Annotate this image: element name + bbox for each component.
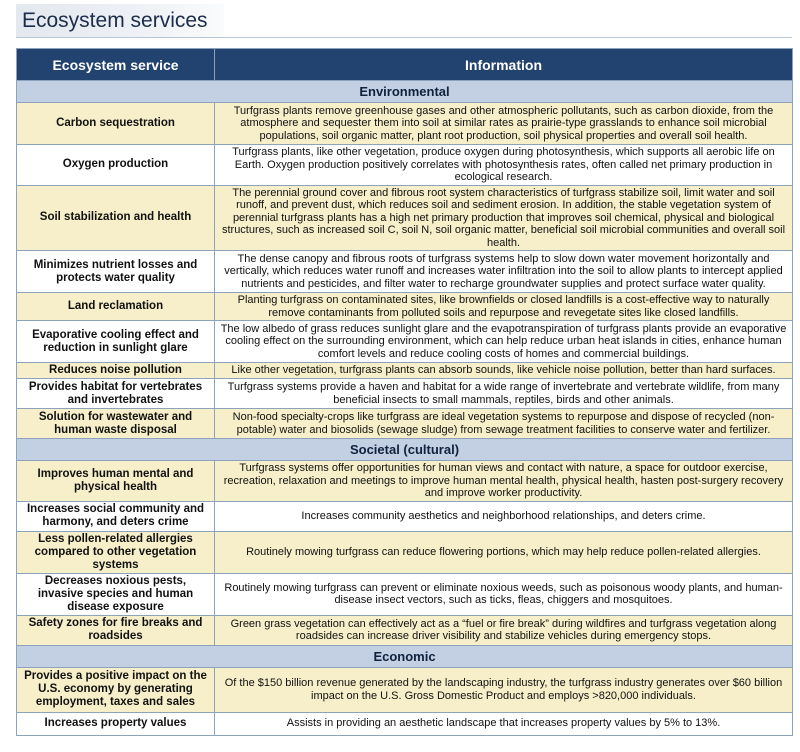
service-name-cell: Less pollen-related allergies compared to other vegetation systems	[17, 531, 215, 573]
table-row	[17, 409, 793, 439]
service-info-cell: Routinely mowing turfgrass can prevent or eliminate noxious weeds, such as poisonous woody plants, and human-disease insect vectors, such as ticks, fleas, chiggers and mosquitoes.	[215, 573, 793, 615]
section-heading: Societal (cultural)	[17, 439, 793, 461]
table-row	[17, 573, 793, 615]
table-row	[17, 363, 793, 379]
service-info-cell: Green grass vegetation can effectively act as a “fuel or fire break” during wildfires and turfgrass vegetation along roadsides can increase driver visibility and stabilize vehicles during emergency stops.	[215, 615, 793, 645]
section-row	[17, 645, 793, 667]
table-row	[17, 712, 793, 735]
service-info-cell: Non-food specialty-crops like turfgrass are ideal vegetation systems to repurpose and dispose of recycled (non-potable) water and biosolids (sewage sludge) from sewage treatment facilities to conserve water and fertilizer.	[215, 409, 793, 439]
service-info-cell: Turfgrass systems offer opportunities for human views and contact with nature, a space for outdoor exercise, recreation, relaxation and meetings to improve human mental health, physical health, hasten post-surgery recovery and improve worker productivity.	[215, 461, 793, 502]
title-divider	[16, 37, 792, 38]
service-name-cell: Provides a positive impact on the U.S. economy by generating employment, taxes and sales	[17, 667, 215, 712]
service-info-cell: Increases community aesthetics and neighborhood relationships, and deters crime.	[215, 501, 793, 531]
table-row	[17, 615, 793, 645]
service-name-cell: Increases property values	[17, 712, 215, 735]
table-row	[17, 321, 793, 363]
table-row	[17, 185, 793, 251]
section-heading: Environmental	[17, 81, 793, 103]
service-name-cell: Evaporative cooling effect and reduction in sunlight glare	[17, 321, 215, 363]
service-info-cell: The dense canopy and fibrous roots of turfgrass systems help to slow down water movement horizontally and vertically, which reduces water runoff and increases water infiltration into the soil to allow plants to intercept applied nutrients and pesticides, and filter water to recharge groundwater supplies and protect surface water quality.	[215, 251, 793, 293]
service-info-cell: Planting turfgrass on contaminated sites, like brownfields or closed landfills is a cost-effective way to naturally remove contaminants from polluted soils and repurpose and revegetate sites like closed landfills.	[215, 293, 793, 321]
service-name-cell: Safety zones for fire breaks and roadsides	[17, 615, 215, 645]
table-row	[17, 667, 793, 712]
service-info-cell: Turfgrass plants remove greenhouse gases and other atmospheric pollutants, such as carbon dioxide, from the atmosphere and sequester them into soil at similar rates as prairie-type grasslands to enhance soil microbial populations, soil organic matter, plant root production, soil physical properties and overall soil health.	[215, 103, 793, 145]
column-header-service: Ecosystem service	[17, 49, 215, 81]
service-info-cell: Like other vegetation, turfgrass plants can absorb sounds, like vehicle noise pollution, better than hard surfaces.	[215, 363, 793, 379]
table-row	[17, 103, 793, 145]
service-name-cell: Decreases noxious pests, invasive species and human disease exposure	[17, 573, 215, 615]
table-row	[17, 501, 793, 531]
service-info-cell: Assists in providing an aesthetic landscape that increases property values by 5% to 13%.	[215, 712, 793, 735]
service-info-cell: Of the $150 billion revenue generated by the landscaping industry, the turfgrass industry generates over $60 billion impact on the U.S. Gross Domestic Product and employs >820,000 individuals.	[215, 667, 793, 712]
service-info-cell: The perennial ground cover and fibrous root system characteristics of turfgrass stabilize soil, limit water and soil runoff, and prevent dust, which reduces soil and sediment erosion. In addition, the stable vegetation system of perennial turfgrass plants has a high net primary production that improves soil chemical, physical and biological structures, such as increased soil C, soil N, soil organic matter, beneficial soil microbial communities and overall soil health.	[215, 185, 793, 251]
section-heading: Economic	[17, 645, 793, 667]
table-row	[17, 531, 793, 573]
table-body	[17, 81, 793, 736]
table-row	[17, 293, 793, 321]
service-name-cell: Carbon sequestration	[17, 103, 215, 145]
page-title: Ecosystem services	[22, 9, 208, 32]
service-name-cell: Solution for wastewater and human waste disposal	[17, 409, 215, 439]
column-header-information: Information	[215, 49, 793, 81]
service-info-cell: Turfgrass plants, like other vegetation, produce oxygen during photosynthesis, which supports all aerobic life on Earth. Oxygen production positively correlates with photosynthesis rates, often called net primary production in ecological research.	[215, 145, 793, 186]
table-row	[17, 461, 793, 502]
service-info-cell: Routinely mowing turfgrass can reduce flowering portions, which may help reduce pollen-related allergies.	[215, 531, 793, 573]
table-row	[17, 379, 793, 409]
table-row	[17, 145, 793, 186]
table-row	[17, 251, 793, 293]
service-name-cell: Soil stabilization and health	[17, 185, 215, 251]
service-name-cell: Land reclamation	[17, 293, 215, 321]
service-info-cell: Turfgrass systems provide a haven and habitat for a wide range of invertebrate and vertebrate wildlife, from many beneficial insects to small mammals, reptiles, birds and other animals.	[215, 379, 793, 409]
title-bar	[16, 4, 224, 37]
section-row	[17, 81, 793, 103]
service-name-cell: Reduces noise pollution	[17, 363, 215, 379]
service-name-cell: Improves human mental and physical health	[17, 461, 215, 502]
table-header-row	[17, 49, 793, 81]
service-name-cell: Minimizes nutrient losses and protects water quality	[17, 251, 215, 293]
ecosystem-services-table	[16, 48, 793, 736]
service-name-cell: Provides habitat for vertebrates and invertebrates	[17, 379, 215, 409]
service-name-cell: Increases social community and harmony, and deters crime	[17, 501, 215, 531]
service-info-cell: The low albedo of grass reduces sunlight glare and the evapotranspiration of turfgrass plants provide an evaporative cooling effect on the surrounding environment, which can help reduce urban heat islands in cities, enhance human comfort levels and reduce cooling costs of homes and commercial buildings.	[215, 321, 793, 363]
section-row	[17, 439, 793, 461]
service-name-cell: Oxygen production	[17, 145, 215, 186]
